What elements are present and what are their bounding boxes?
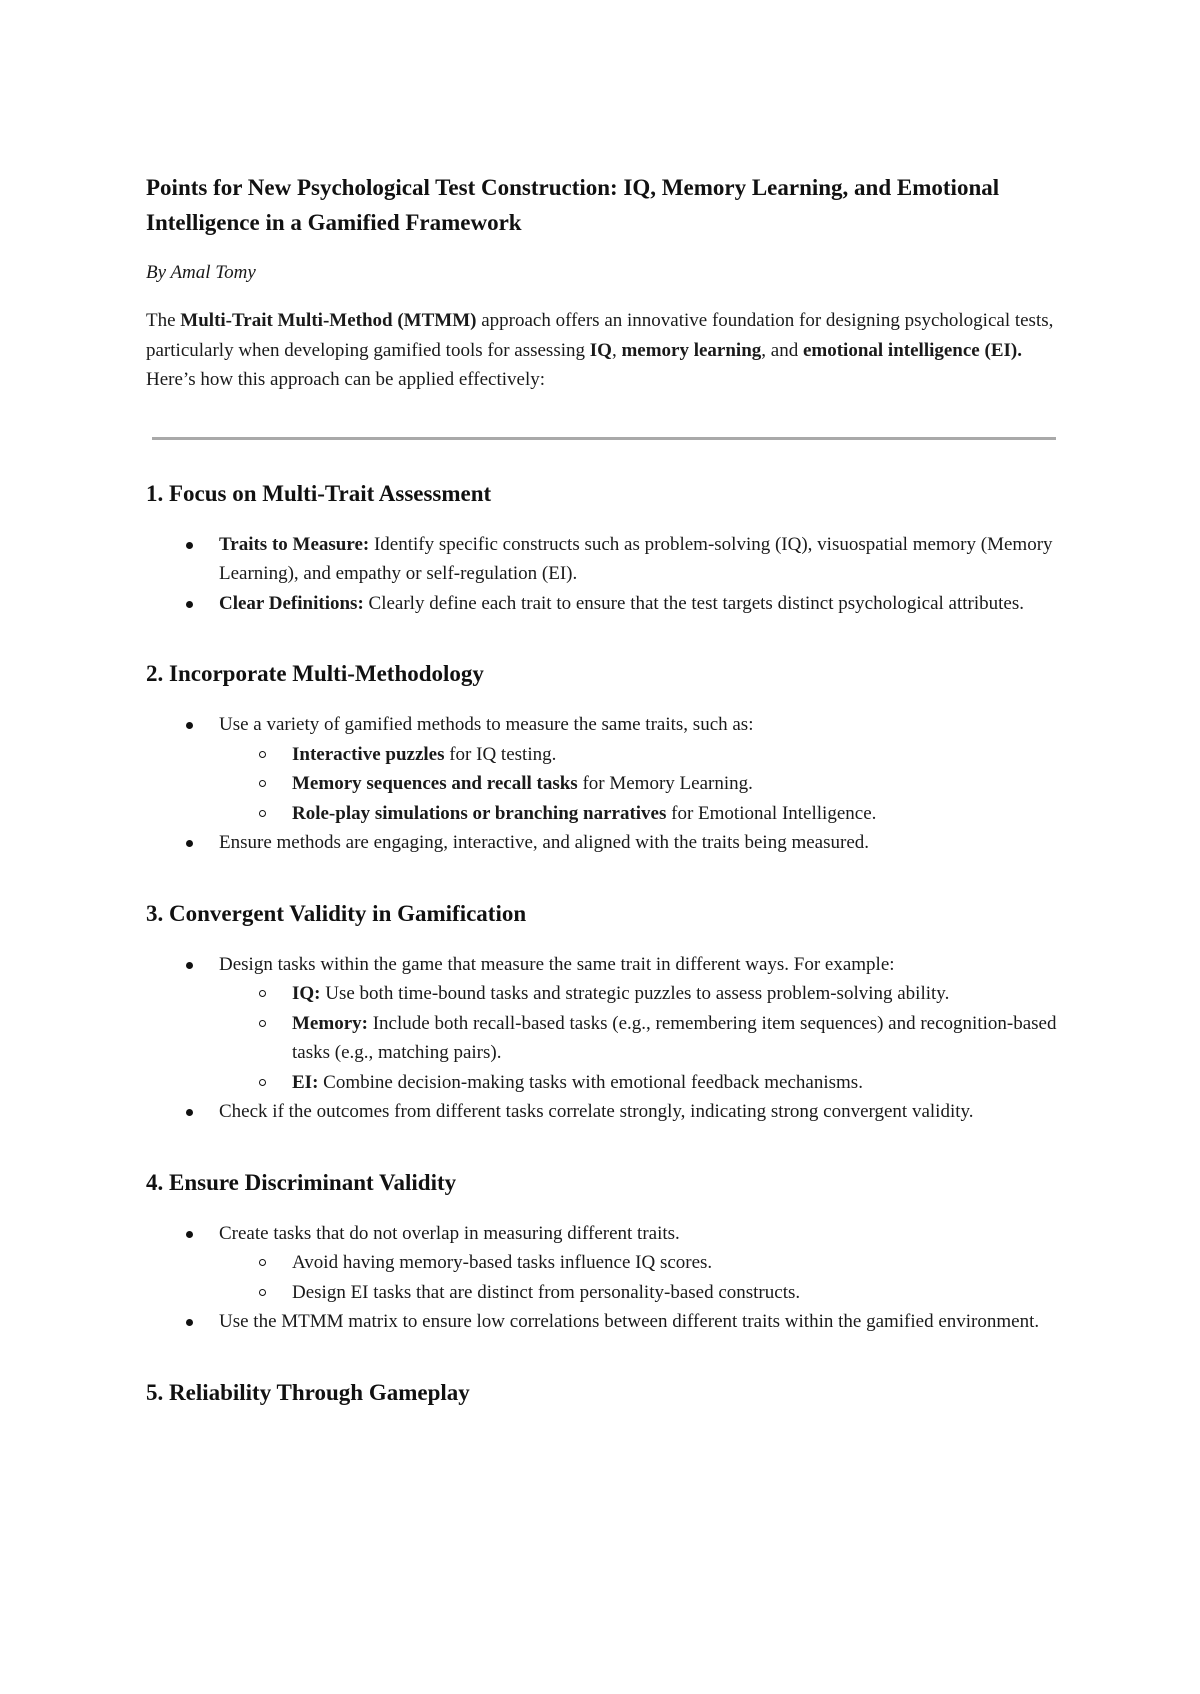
bullet-circle-icon xyxy=(259,751,266,758)
item-text: Use the MTMM matrix to ensure low correlations between different traits within the gamified environment. xyxy=(219,1311,1040,1332)
item-text: Design tasks within the game that measure the same trait in different ways. For example: xyxy=(219,953,895,975)
page-title: Points for New Psychological Test Construction: IQ, Memory Learning, and Emotional Intelligence in a Gamified Framework xyxy=(146,175,1000,235)
item-label: Memory sequences and recall tasks xyxy=(292,773,578,794)
item-text: Use a variety of gamified methods to measure the same traits, such as: xyxy=(219,714,754,735)
sub-list xyxy=(219,1248,1062,1307)
intro-text: approach offers an innovative foundation for designing psychological tests, particularly when developing gamified tools for assessing xyxy=(146,310,1054,361)
bullet-circle-icon xyxy=(259,1289,266,1296)
document-page xyxy=(146,170,1062,1409)
section-heading: 2. Incorporate Multi-Methodology xyxy=(146,661,484,686)
list-item xyxy=(146,710,1062,828)
item-label: Role-play simulations or branching narratives xyxy=(292,802,667,824)
bullet-dot-icon xyxy=(186,840,193,847)
bullet-dot-icon xyxy=(186,1109,193,1116)
intro-bold-mtmm: Multi-Trait Multi-Method (MTMM) xyxy=(180,310,477,331)
item-label: IQ: xyxy=(292,983,321,1004)
byline: By Amal Tomy xyxy=(146,262,256,283)
item-label: Interactive puzzles xyxy=(292,743,445,765)
section-heading: 5. Reliability Through Gameplay xyxy=(146,1379,470,1405)
item-text: for IQ testing. xyxy=(444,743,557,765)
bullet-list xyxy=(146,710,1062,858)
sub-list-item xyxy=(219,1009,1062,1068)
item-label: Memory: xyxy=(292,1012,368,1034)
bullet-circle-icon xyxy=(259,810,266,817)
bullet-dot-icon xyxy=(186,1231,193,1238)
sub-list-item xyxy=(219,769,1062,799)
list-item xyxy=(146,530,1062,589)
item-label: Traits to Measure: xyxy=(219,533,370,555)
item-text: for Emotional Intelligence. xyxy=(666,802,877,824)
item-text: Design EI tasks that are distinct from personality-based constructs. xyxy=(292,1281,801,1303)
item-text: Combine decision-making tasks with emotional feedback mechanisms. xyxy=(318,1071,863,1093)
list-item xyxy=(146,589,1062,619)
list-item xyxy=(146,828,1062,858)
intro-paragraph xyxy=(146,306,1062,395)
item-text: Include both recall-based tasks (e.g., remembering item sequences) and recognition-based tasks (e.g., matching pairs). xyxy=(292,1012,1057,1063)
sub-list-item xyxy=(219,979,1062,1009)
item-label: EI: xyxy=(292,1071,319,1093)
bullet-dot-icon xyxy=(186,962,193,969)
sub-list xyxy=(219,979,1062,1097)
list-item xyxy=(146,1307,1062,1337)
section-heading: 1. Focus on Multi-Trait Assessment xyxy=(146,480,492,506)
bullet-list xyxy=(146,530,1062,619)
sub-list xyxy=(219,740,1062,829)
bullet-dot-icon xyxy=(186,542,193,549)
section-heading: 4. Ensure Discriminant Validity xyxy=(146,1169,457,1195)
bullet-dot-icon xyxy=(186,601,193,608)
bullet-list xyxy=(146,1219,1062,1337)
list-item xyxy=(146,1219,1062,1308)
list-item xyxy=(146,950,1062,1098)
item-text: Create tasks that do not overlap in measuring different traits. xyxy=(219,1222,680,1244)
bullet-dot-icon xyxy=(186,1319,193,1326)
item-text: Check if the outcomes from different tasks correlate strongly, indicating strong convergent validity. xyxy=(219,1101,974,1122)
bullet-list xyxy=(146,950,1062,1127)
sub-list-item xyxy=(219,1068,1062,1098)
intro-text: , xyxy=(611,339,622,361)
item-label: Clear Definitions: xyxy=(219,592,364,614)
bullet-circle-icon xyxy=(259,780,266,787)
sub-list-item xyxy=(219,1248,1062,1278)
item-text: Avoid having memory-based tasks influence IQ scores. xyxy=(292,1252,713,1273)
sub-list-item xyxy=(219,799,1062,829)
sub-list-item xyxy=(219,740,1062,770)
item-text: Ensure methods are engaging, interactive, and aligned with the traits being measured. xyxy=(219,832,870,853)
sub-list-item xyxy=(219,1278,1062,1308)
list-item xyxy=(146,1097,1062,1127)
item-text: Use both time-bound tasks and strategic puzzles to assess problem-solving ability. xyxy=(320,983,950,1004)
bullet-circle-icon xyxy=(259,1020,266,1027)
bullet-circle-icon xyxy=(259,990,266,997)
section-heading: 3. Convergent Validity in Gamification xyxy=(146,900,527,926)
bullet-dot-icon xyxy=(186,722,193,729)
horizontal-divider xyxy=(152,437,1056,440)
item-text: for Memory Learning. xyxy=(577,773,753,794)
item-text: Identify specific constructs such as problem-solving (IQ), visuospatial memory (Memory Learning), and empathy or self-regulation (EI). xyxy=(219,533,1053,584)
bullet-circle-icon xyxy=(259,1079,266,1086)
intro-text: The xyxy=(146,310,181,331)
intro-bold-memory-learning: memory learning xyxy=(621,339,762,361)
intro-bold-iq: IQ xyxy=(589,339,612,361)
intro-text: Here’s how this approach can be applied effectively: xyxy=(146,369,546,390)
item-text: Clearly define each trait to ensure that the test targets distinct psychological attributes. xyxy=(363,592,1025,614)
intro-bold-ei: emotional intelligence (EI). xyxy=(802,339,1022,361)
intro-text: , and xyxy=(761,339,803,361)
bullet-circle-icon xyxy=(259,1259,266,1266)
